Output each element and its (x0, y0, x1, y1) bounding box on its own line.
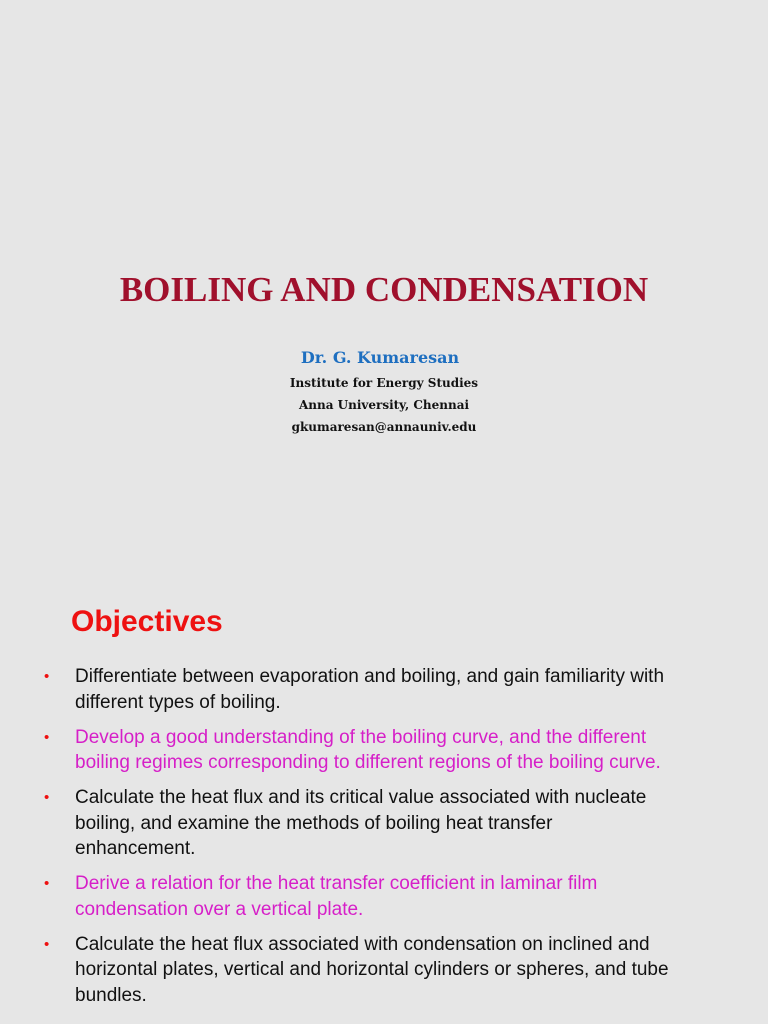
bullet-icon: • (44, 728, 50, 746)
objective-text: Calculate the heat flux associated with condensation on inclined and horizontal plates, vertical and horizontal cylinders or spheres, and tube bundles. (75, 933, 669, 1006)
bullet-icon: • (44, 668, 50, 685)
author-institute: Institute for Energy Studies (289, 376, 479, 390)
slide-title: BOILING AND CONDENSATION (119, 270, 649, 309)
author-name: Dr. G. Kumaresan (300, 348, 460, 367)
objective-text: Develop a good understanding of the boiling curve, and the different boiling regimes corresponding to different regions of the boiling curve. (75, 726, 661, 773)
objective-item (0, 871, 768, 922)
objective-item (0, 725, 768, 776)
bullet-icon: • (44, 935, 50, 953)
objective-text: Derive a relation for the heat transfer coefficient in laminar film condensation over a vertical plate. (75, 873, 598, 920)
objectives-list (0, 664, 768, 1018)
objective-item (0, 664, 768, 715)
author-email: gkumaresan@annauniv.edu (291, 420, 477, 434)
bullet-icon: • (44, 875, 50, 892)
objective-item (0, 785, 768, 862)
objective-text: Calculate the heat flux and its critical value associated with nucleate boiling, and examine the methods of boiling heat transfer enhancement. (75, 787, 647, 859)
bullet-icon: • (44, 789, 50, 806)
objective-text: Differentiate between evaporation and boiling, and gain familiarity with different types of boiling. (75, 666, 665, 713)
objectives-heading: Objectives (71, 605, 223, 638)
objective-item (0, 932, 768, 1009)
author-university: Anna University, Chennai (298, 398, 470, 412)
